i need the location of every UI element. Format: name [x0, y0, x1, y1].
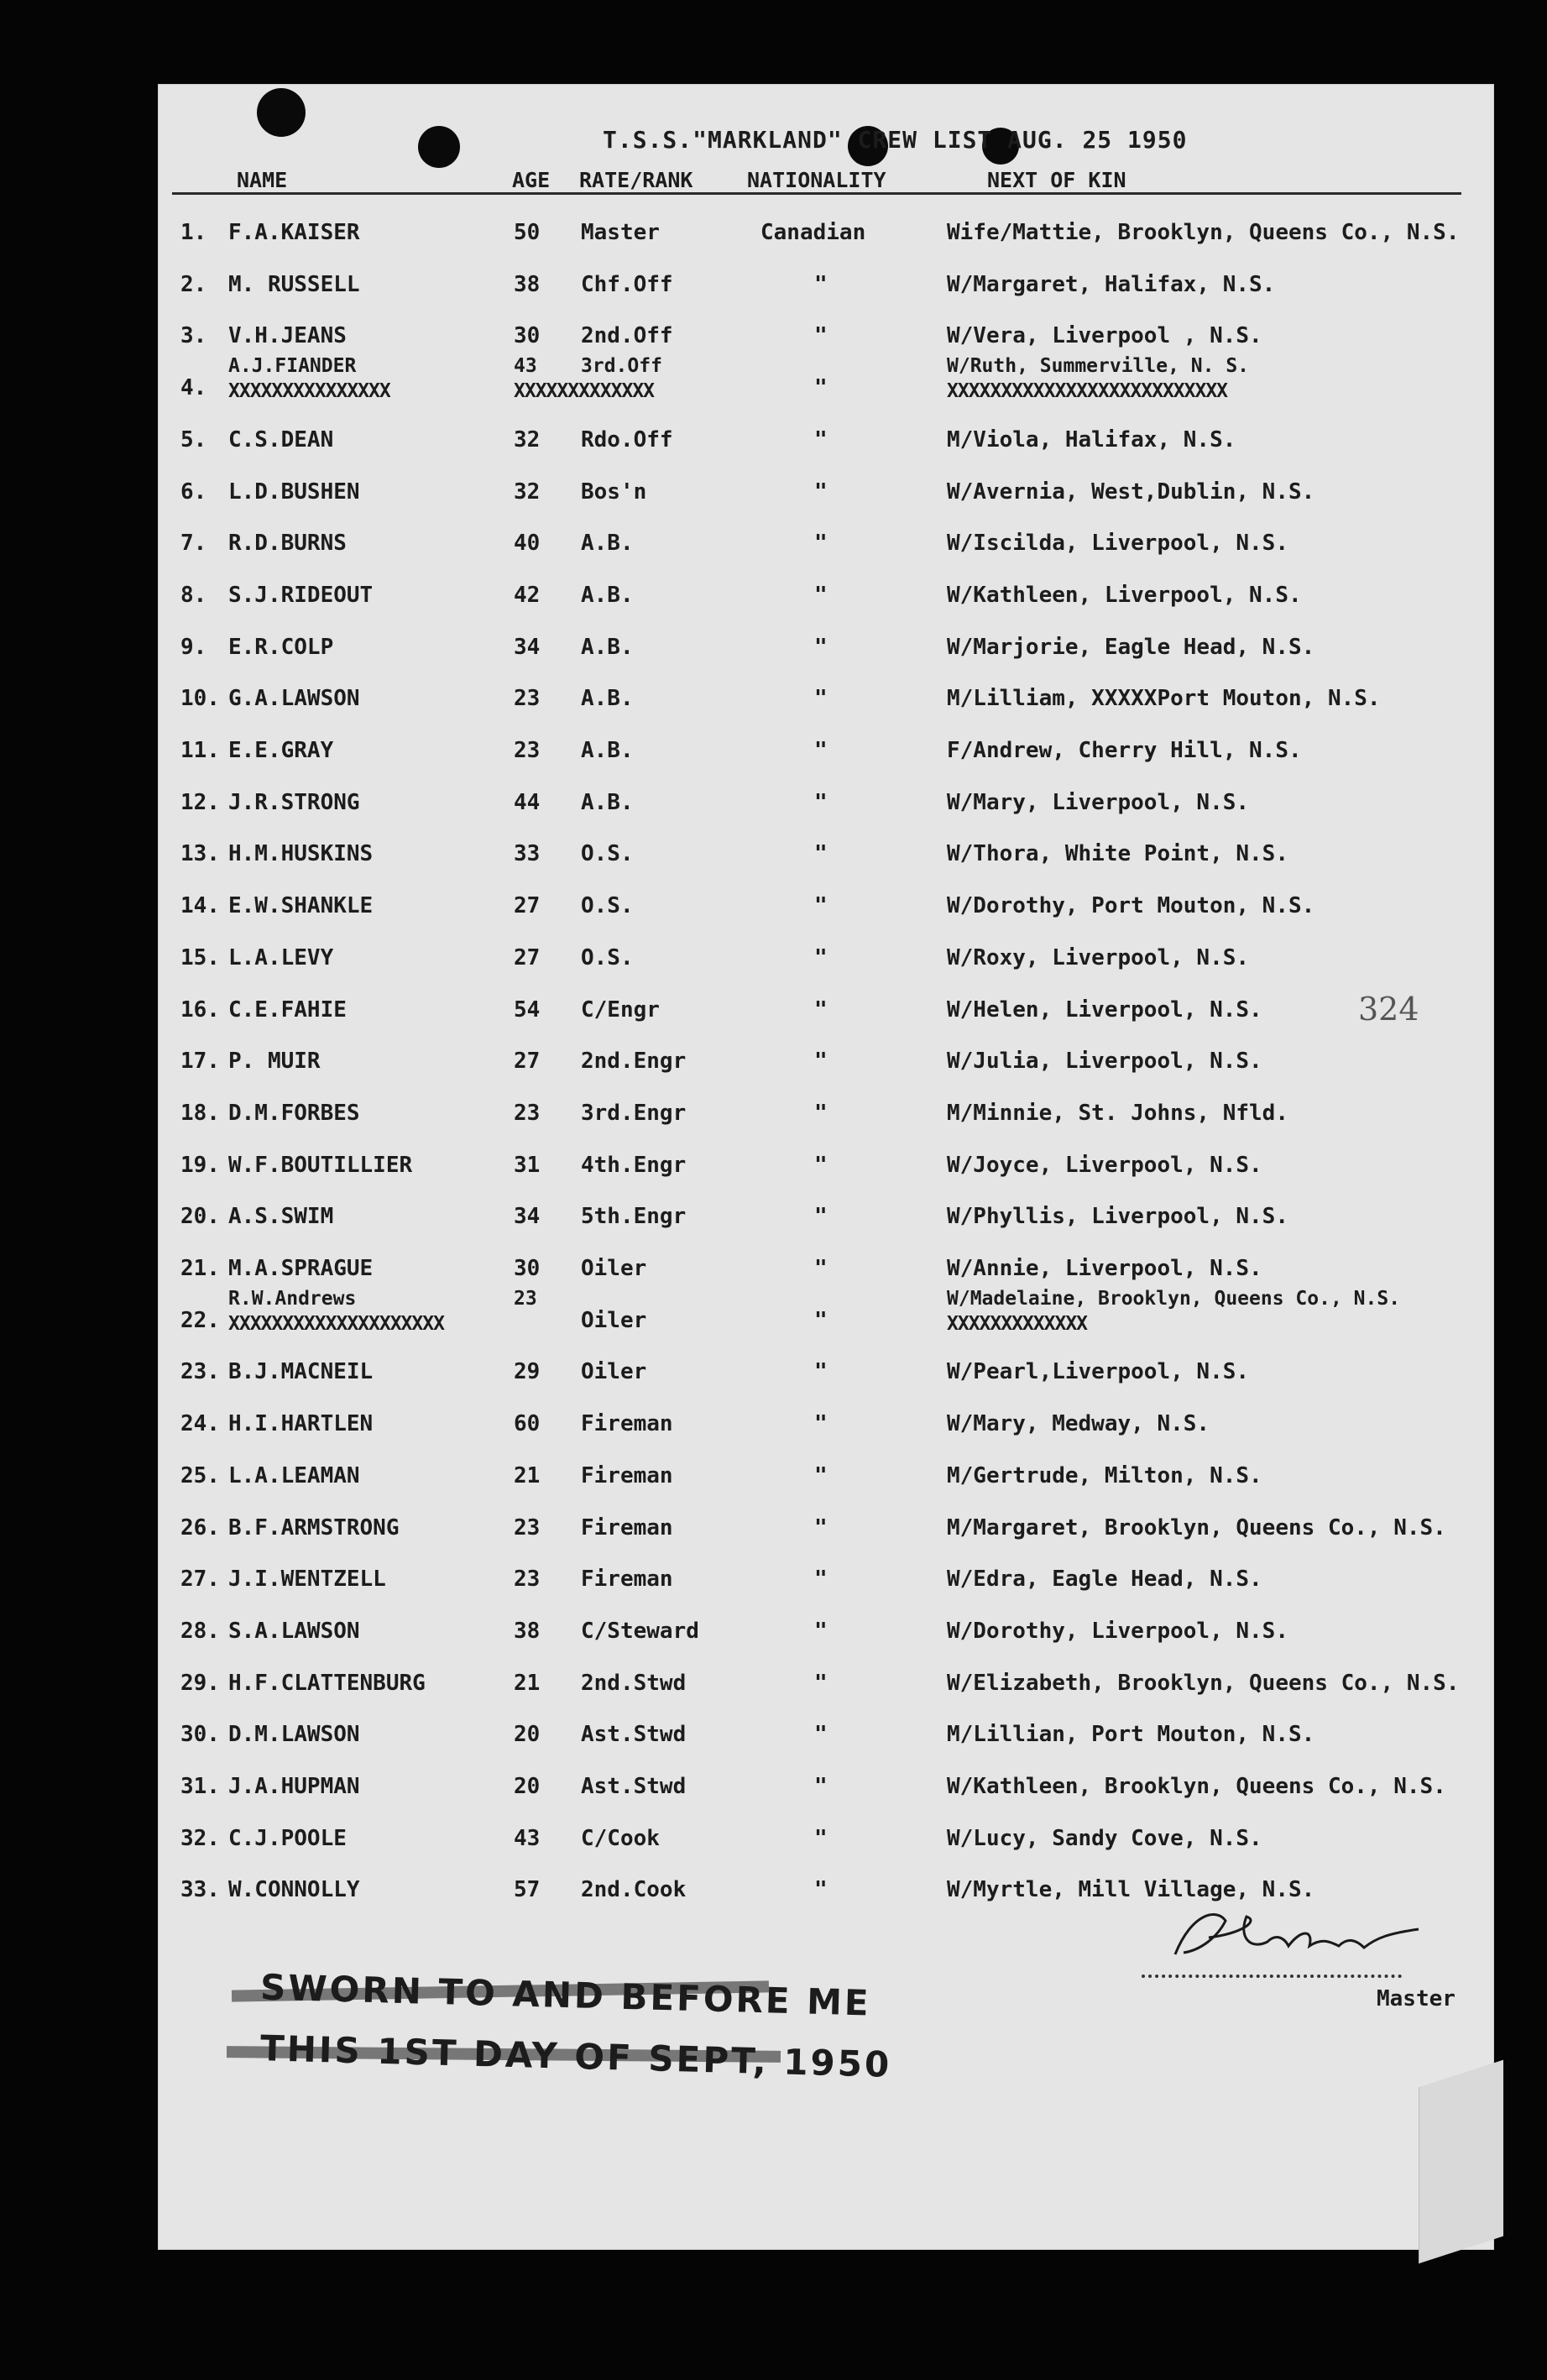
crew-next-of-kin: M/Margaret, Brooklyn, Queens Co., N.S.	[947, 1514, 1446, 1540]
crew-name: D.M.LAWSON	[228, 1722, 360, 1748]
row-number: 33.	[180, 1877, 220, 1903]
crew-next-of-kin: W/Phyllis, Liverpool, N.S.	[947, 1204, 1288, 1230]
crew-nationality: "	[814, 634, 828, 660]
row-number: 20.	[180, 1204, 220, 1230]
crew-next-of-kin: W/Kathleen, Brooklyn, Queens Co., N.S.	[947, 1774, 1446, 1799]
crew-rate: Ast.Stwd	[581, 1722, 687, 1748]
crew-name: C.J.POOLE	[228, 1825, 347, 1851]
crew-nationality: "	[814, 375, 828, 401]
crew-nationality: "	[814, 841, 828, 867]
column-header-age: AGE	[512, 168, 551, 192]
crew-next-of-kin: M/Lilliam, XXXXXPort Mouton, N.S.	[947, 686, 1381, 712]
crew-next-of-kin: W/Roxy, Liverpool, N.S.	[947, 944, 1250, 970]
row-number: 24.	[180, 1411, 220, 1437]
column-header-name: NAME	[237, 168, 288, 192]
crew-next-of-kin: Wife/Mattie, Brooklyn, Queens Co., N.S.	[947, 220, 1460, 245]
crew-name: W.CONNOLLY	[228, 1877, 360, 1903]
crew-nationality: "	[814, 1307, 828, 1333]
column-header-rate: RATE/RANK	[579, 168, 693, 192]
crew-rate: A.B.	[581, 738, 634, 763]
crew-name: L.D.BUSHEN	[228, 479, 360, 505]
crew-age: 34	[514, 634, 541, 660]
crew-name: E.W.SHANKLE	[228, 893, 374, 919]
crew-name: H.M.HUSKINS	[228, 841, 374, 867]
crew-rate: 2nd.Cook	[581, 1877, 687, 1903]
crew-rate: Fireman	[581, 1567, 673, 1593]
crew-next-of-kin: W/Annie, Liverpool, N.S.	[947, 1256, 1262, 1281]
header-rule	[172, 192, 1461, 195]
crew-name: G.A.LAWSON	[228, 686, 360, 712]
column-header-nationality: NATIONALITY	[747, 168, 886, 192]
crew-age: 38	[514, 1618, 541, 1644]
sworn-note-line2: THIS 1ST DAY OF SEPT, 1950	[259, 2027, 892, 2085]
crew-nationality: "	[814, 1359, 828, 1385]
crew-age: 27	[514, 893, 541, 919]
crew-nationality: "	[814, 686, 828, 712]
punch-hole	[418, 126, 460, 168]
crew-next-of-kin: W/Edra, Eagle Head, N.S.	[947, 1567, 1262, 1593]
crew-next-of-kin: W/Avernia, West,Dublin, N.S.	[947, 479, 1315, 505]
crew-rate: A.B.	[581, 582, 634, 608]
row-number: 21.	[180, 1256, 220, 1281]
crew-name: M.A.SPRAGUE	[228, 1256, 374, 1281]
crew-name: J.A.HUPMAN	[228, 1774, 360, 1799]
crew-next-of-kin: W/Vera, Liverpool , N.S.	[947, 323, 1262, 349]
row-number: 11.	[180, 738, 220, 763]
crew-nationality: Canadian	[760, 220, 866, 245]
crew-age-insert: 23	[514, 1287, 537, 1310]
crew-rate: 2nd.Stwd	[581, 1670, 687, 1696]
crew-age: XXXXXXXXXXXXX	[514, 380, 655, 403]
crew-name: V.H.JEANS	[228, 323, 347, 349]
crew-rate: Master	[581, 220, 660, 245]
crew-next-of-kin: W/Helen, Liverpool, N.S.	[947, 996, 1262, 1023]
crew-nationality: "	[814, 738, 828, 763]
crew-rate: 2nd.Off	[581, 323, 673, 349]
crew-next-of-kin: M/Lillian, Port Mouton, N.S.	[947, 1722, 1315, 1748]
row-number: 9.	[180, 634, 207, 660]
signature-line	[1142, 1975, 1402, 1978]
crew-age: 20	[514, 1722, 541, 1748]
crew-rate: 3rd.Engr	[581, 1100, 687, 1126]
crew-name: H.F.CLATTENBURG	[228, 1670, 426, 1696]
crew-age: 32	[514, 479, 541, 505]
crew-age: 44	[514, 789, 541, 815]
row-number: 18.	[180, 1100, 220, 1126]
crew-age: 23	[514, 1100, 541, 1126]
crew-nationality: "	[814, 1152, 828, 1178]
crew-next-of-kin: M/Minnie, St. Johns, Nfld.	[947, 1100, 1288, 1126]
crew-age: 27	[514, 944, 541, 970]
crew-age: 23	[514, 1514, 541, 1540]
row-number: 8.	[180, 582, 207, 608]
row-number: 13.	[180, 841, 220, 867]
crew-next-of-kin: W/Dorothy, Liverpool, N.S.	[947, 1618, 1288, 1644]
crew-age: 23	[514, 738, 541, 763]
crew-rate: C/Cook	[581, 1825, 660, 1851]
crew-next-of-kin: W/Elizabeth, Brooklyn, Queens Co., N.S.	[947, 1670, 1460, 1696]
crew-name: L.A.LEAMAN	[228, 1462, 360, 1488]
crew-rate: 4th.Engr	[581, 1152, 687, 1178]
crew-rate: Fireman	[581, 1411, 673, 1437]
row-number: 23.	[180, 1359, 220, 1385]
crew-name: J.R.STRONG	[228, 789, 360, 815]
crew-name-insert: A.J.FIANDER	[228, 355, 357, 378]
row-number: 31.	[180, 1774, 220, 1799]
crew-nationality: "	[814, 426, 828, 452]
crew-age: 43	[514, 1825, 541, 1851]
crew-rate: O.S.	[581, 944, 634, 970]
crew-nationality: "	[814, 996, 828, 1023]
row-number: 32.	[180, 1825, 220, 1851]
crew-rate-insert: 3rd.Off	[581, 355, 662, 378]
row-number: 3.	[180, 323, 207, 349]
crew-age: 31	[514, 1152, 541, 1178]
row-number: 2.	[180, 271, 207, 297]
crew-rate: Bos'n	[581, 479, 647, 505]
crew-age: 30	[514, 1256, 541, 1281]
crew-age: 32	[514, 426, 541, 452]
crew-name: P. MUIR	[228, 1049, 321, 1075]
crew-rate: A.B.	[581, 789, 634, 815]
crew-next-of-kin: W/Dorothy, Port Mouton, N.S.	[947, 893, 1315, 919]
crew-nationality: "	[814, 582, 828, 608]
crew-age: 21	[514, 1670, 541, 1696]
crew-age: 38	[514, 271, 541, 297]
crew-next-of-kin-insert: W/Ruth, Summerville, N. S.	[947, 355, 1250, 378]
crew-nationality: "	[814, 1774, 828, 1799]
crew-age: 27	[514, 1049, 541, 1075]
crew-rate: A.B.	[581, 634, 634, 660]
crew-nationality: "	[814, 1049, 828, 1075]
crew-rate: C/Steward	[581, 1618, 699, 1644]
crew-rate: Rdo.Off	[581, 426, 673, 452]
crew-age: 20	[514, 1774, 541, 1799]
row-number: 22.	[180, 1307, 220, 1333]
crew-nationality: "	[814, 789, 828, 815]
crew-rate: Fireman	[581, 1462, 673, 1488]
crew-name: XXXXXXXXXXXXXXXXXXXX	[228, 1312, 444, 1335]
row-number: 29.	[180, 1670, 220, 1696]
document-title: T.S.S."MARKLAND" CREW LIST AUG. 25 1950	[603, 126, 1188, 154]
row-number: 28.	[180, 1618, 220, 1644]
crew-next-of-kin: M/Gertrude, Milton, N.S.	[947, 1462, 1262, 1488]
crew-age: 42	[514, 582, 541, 608]
column-header-next-of-kin: NEXT OF KIN	[987, 168, 1126, 192]
crew-next-of-kin: W/Pearl,Liverpool, N.S.	[947, 1359, 1250, 1385]
crew-name: E.R.COLP	[228, 634, 334, 660]
crew-nationality: "	[814, 893, 828, 919]
crew-name: M. RUSSELL	[228, 271, 360, 297]
crew-nationality: "	[814, 1256, 828, 1281]
crew-name: R.D.BURNS	[228, 531, 347, 557]
crew-age: 23	[514, 1567, 541, 1593]
crew-next-of-kin-insert: W/Madelaine, Brooklyn, Queens Co., N.S.	[947, 1287, 1401, 1310]
crew-next-of-kin: XXXXXXXXXXXXXXXXXXXXXXXXXX	[947, 380, 1228, 403]
crew-nationality: "	[814, 1825, 828, 1851]
crew-age: 23	[514, 686, 541, 712]
crew-next-of-kin: W/Mary, Medway, N.S.	[947, 1411, 1210, 1437]
crew-next-of-kin: W/Lucy, Sandy Cove, N.S.	[947, 1825, 1262, 1851]
crew-next-of-kin: W/Kathleen, Liverpool, N.S.	[947, 582, 1302, 608]
row-number: 27.	[180, 1567, 220, 1593]
crew-name: C.S.DEAN	[228, 426, 334, 452]
crew-nationality: "	[814, 1514, 828, 1540]
crew-name: J.I.WENTZELL	[228, 1567, 386, 1593]
crew-next-of-kin: W/Iscilda, Liverpool, N.S.	[947, 531, 1288, 557]
punch-hole	[257, 88, 306, 137]
crew-age: 34	[514, 1204, 541, 1230]
crew-next-of-kin: M/Viola, Halifax, N.S.	[947, 426, 1236, 452]
crew-age: 40	[514, 531, 541, 557]
crew-rate: 2nd.Engr	[581, 1049, 687, 1075]
crew-age: 30	[514, 323, 541, 349]
crew-name: W.F.BOUTILLIER	[228, 1152, 413, 1178]
crew-rate: Fireman	[581, 1514, 673, 1540]
crew-rate: O.S.	[581, 893, 634, 919]
crew-nationality: "	[814, 1462, 828, 1488]
row-number: 19.	[180, 1152, 220, 1178]
row-number: 4.	[180, 375, 207, 401]
signature-title: Master	[1377, 1986, 1456, 2011]
crew-next-of-kin: XXXXXXXXXXXXX	[947, 1312, 1088, 1335]
crew-next-of-kin: W/Marjorie, Eagle Head, N.S.	[947, 634, 1315, 660]
crew-rate: Oiler	[581, 1359, 647, 1385]
row-number: 10.	[180, 686, 220, 712]
crew-age: 33	[514, 841, 541, 867]
row-number: 30.	[180, 1722, 220, 1748]
crew-name: E.E.GRAY	[228, 738, 334, 763]
crew-nationality: "	[814, 323, 828, 349]
crew-nationality: "	[814, 1204, 828, 1230]
crew-nationality: "	[814, 479, 828, 505]
row-number: 14.	[180, 893, 220, 919]
crew-nationality: "	[814, 1722, 828, 1748]
crew-rate: Oiler	[581, 1256, 647, 1281]
row-number: 12.	[180, 789, 220, 815]
crew-age: 60	[514, 1411, 541, 1437]
crew-age: 57	[514, 1877, 541, 1903]
row-number: 26.	[180, 1514, 220, 1540]
row-number: 7.	[180, 531, 207, 557]
crew-nationality: "	[814, 1618, 828, 1644]
page-number: 324	[1358, 991, 1419, 1028]
row-number: 6.	[180, 479, 207, 505]
crew-next-of-kin: F/Andrew, Cherry Hill, N.S.	[947, 738, 1302, 763]
crew-nationality: "	[814, 1100, 828, 1126]
crew-rate: Chf.Off	[581, 271, 673, 297]
crew-rate: Oiler	[581, 1307, 647, 1333]
crew-name: S.A.LAWSON	[228, 1618, 360, 1644]
row-number: 15.	[180, 944, 220, 970]
row-number: 5.	[180, 426, 207, 452]
crew-age: 50	[514, 220, 541, 245]
crew-next-of-kin: W/Margaret, Halifax, N.S.	[947, 271, 1276, 297]
crew-rate: 5th.Engr	[581, 1204, 687, 1230]
row-number: 1.	[180, 220, 207, 245]
row-number: 17.	[180, 1049, 220, 1075]
sworn-note-line1: SWORN TO AND BEFORE ME	[259, 1966, 872, 2024]
crew-name: A.S.SWIM	[228, 1204, 334, 1230]
crew-name-insert: R.W.Andrews	[228, 1287, 357, 1310]
crew-age: 29	[514, 1359, 541, 1385]
crew-next-of-kin: W/Julia, Liverpool, N.S.	[947, 1049, 1262, 1075]
crew-name: F.A.KAISER	[228, 220, 360, 245]
crew-name: XXXXXXXXXXXXXXX	[228, 380, 390, 403]
crew-nationality: "	[814, 1877, 828, 1903]
crew-age: 54	[514, 996, 541, 1023]
crew-rate: O.S.	[581, 841, 634, 867]
crew-rate: A.B.	[581, 531, 634, 557]
crew-next-of-kin: W/Joyce, Liverpool, N.S.	[947, 1152, 1262, 1178]
crew-age-insert: 43	[514, 355, 537, 378]
folded-corner	[1419, 2060, 1503, 2264]
crew-nationality: "	[814, 944, 828, 970]
row-number: 16.	[180, 996, 220, 1023]
crew-nationality: "	[814, 1411, 828, 1437]
crew-nationality: "	[814, 1670, 828, 1696]
crew-next-of-kin: W/Thora, White Point, N.S.	[947, 841, 1288, 867]
signature-text: FA Kaiser	[1167, 1904, 1172, 1905]
crew-rate: A.B.	[581, 686, 634, 712]
crew-next-of-kin: W/Mary, Liverpool, N.S.	[947, 789, 1250, 815]
crew-name: B.F.ARMSTRONG	[228, 1514, 400, 1540]
crew-name: H.I.HARTLEN	[228, 1411, 374, 1437]
crew-name: D.M.FORBES	[228, 1100, 360, 1126]
crew-nationality: "	[814, 531, 828, 557]
crew-name: B.J.MACNEIL	[228, 1359, 374, 1385]
crew-name: C.E.FAHIE	[228, 996, 347, 1023]
crew-name: S.J.RIDEOUT	[228, 582, 374, 608]
crew-rate: Ast.Stwd	[581, 1774, 687, 1799]
row-number: 25.	[180, 1462, 220, 1488]
crew-age: 21	[514, 1462, 541, 1488]
crew-next-of-kin: W/Myrtle, Mill Village, N.S.	[947, 1877, 1315, 1903]
crew-nationality: "	[814, 271, 828, 297]
crew-rate: C/Engr	[581, 996, 660, 1023]
crew-name: L.A.LEVY	[228, 944, 334, 970]
master-signature	[1167, 1904, 1427, 1971]
crew-nationality: "	[814, 1567, 828, 1593]
